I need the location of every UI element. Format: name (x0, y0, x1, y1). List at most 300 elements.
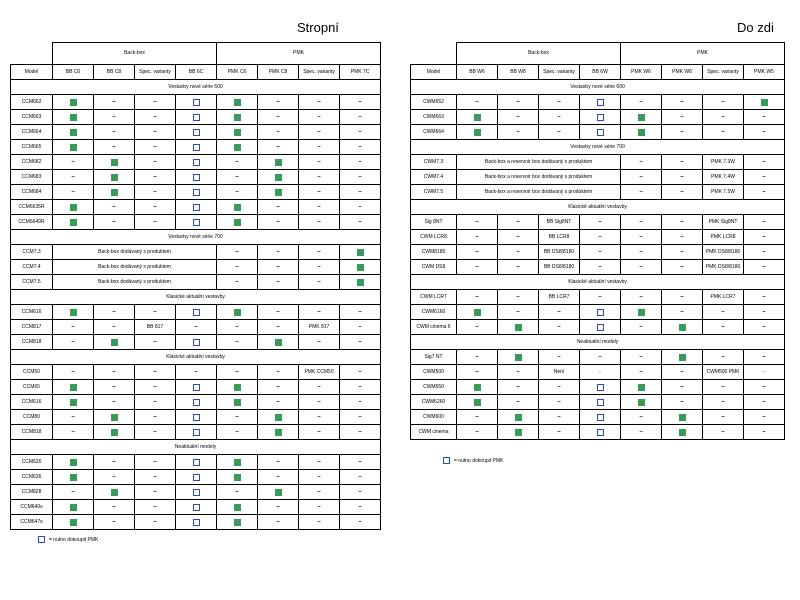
compat-cell (217, 365, 258, 380)
compat-cell (703, 320, 744, 335)
model-name: CWM LCR8 (411, 230, 457, 245)
dash-icon: – (762, 353, 766, 360)
compat-cell (53, 380, 94, 395)
dash-icon: – (112, 368, 116, 375)
dash-icon: – (516, 293, 520, 300)
dash-icon: – (762, 188, 766, 195)
dash-icon: – (153, 488, 157, 495)
dash-icon: – (276, 503, 280, 510)
compat-cell (744, 230, 785, 245)
filled-green-square-icon (70, 129, 77, 136)
compat-cell (621, 395, 662, 410)
section-row (11, 230, 381, 245)
table-row (11, 260, 381, 275)
dash-icon: – (762, 248, 766, 255)
compat-cell (662, 215, 703, 230)
compat-cell (53, 125, 94, 140)
model-name: CCM817 (11, 320, 53, 335)
compat-cell (662, 305, 703, 320)
compat-cell (580, 125, 621, 140)
compat-cell (176, 500, 217, 515)
compat-cell (662, 230, 703, 245)
model-name: CCM616 (11, 305, 53, 320)
compat-cell (258, 500, 299, 515)
compat-cell (176, 140, 217, 155)
supplied-note: Back-box dodávaný s produktem (53, 275, 217, 290)
model-name: CWM cinema 6 (411, 320, 457, 335)
compat-cell (703, 125, 744, 140)
outline-blue-square-icon (193, 519, 200, 526)
compat-cell (299, 200, 340, 215)
dash-icon: – (317, 263, 321, 270)
compat-cell (53, 185, 94, 200)
compat-cell (94, 170, 135, 185)
compat-cell (498, 290, 539, 305)
table-row (11, 380, 381, 395)
compat-cell (539, 215, 580, 230)
filled-green-square-icon (70, 204, 77, 211)
compat-cell (217, 245, 258, 260)
filled-green-square-icon (111, 429, 118, 436)
dash-icon: – (276, 518, 280, 525)
dash-icon: – (112, 458, 116, 465)
filled-green-square-icon (111, 189, 118, 196)
dash-icon: – (194, 368, 198, 375)
compat-cell (457, 365, 498, 380)
table-row (411, 350, 785, 365)
outline-blue-square-icon (193, 399, 200, 406)
compat-cell (217, 125, 258, 140)
dash-icon: – (153, 308, 157, 315)
dash-icon: – (317, 488, 321, 495)
dash-icon: – (317, 128, 321, 135)
filled-green-square-icon (357, 279, 364, 286)
outline-blue-square-icon (193, 504, 200, 511)
cell-text: PMK 7.4W (711, 173, 735, 180)
dash-icon: – (235, 368, 239, 375)
dash-icon: – (721, 353, 725, 360)
compat-cell (176, 365, 217, 380)
compat-cell (176, 185, 217, 200)
compat-cell (258, 125, 299, 140)
compat-cell (744, 365, 785, 380)
compat-cell (94, 125, 135, 140)
filled-green-square-icon (275, 339, 282, 346)
dash-icon: – (358, 308, 362, 315)
filled-green-square-icon (474, 114, 481, 121)
table-row (411, 155, 785, 170)
dash-icon: – (235, 338, 239, 345)
table-row (11, 305, 381, 320)
compat-cell (662, 170, 703, 185)
compat-cell (94, 470, 135, 485)
compat-cell (94, 335, 135, 350)
model-name: CCM80 (11, 410, 53, 425)
compat-cell (744, 170, 785, 185)
compat-cell (217, 395, 258, 410)
dash-icon: – (680, 263, 684, 270)
compat-cell (703, 215, 744, 230)
compat-cell (217, 110, 258, 125)
compat-cell (703, 110, 744, 125)
table-row (411, 170, 785, 185)
dash-icon: – (516, 368, 520, 375)
table-row (11, 395, 381, 410)
dash-icon: – (153, 173, 157, 180)
dash-icon: – (762, 428, 766, 435)
table-row (11, 425, 381, 440)
outline-blue-square-icon (193, 219, 200, 226)
column-header: BB C6 (53, 65, 94, 80)
outline-blue-square-icon (193, 189, 200, 196)
dash-icon: – (112, 143, 116, 150)
compat-cell (135, 335, 176, 350)
dash-icon: – (153, 413, 157, 420)
compat-cell (340, 275, 381, 290)
compat-cell (299, 320, 340, 335)
compat-cell (703, 380, 744, 395)
compat-cell (217, 185, 258, 200)
compat-cell (498, 245, 539, 260)
compat-cell (498, 215, 539, 230)
dash-icon: – (317, 203, 321, 210)
dash-icon: – (317, 413, 321, 420)
compat-cell (176, 335, 217, 350)
dash-icon: – (71, 428, 75, 435)
compat-cell (580, 380, 621, 395)
compat-cell (217, 320, 258, 335)
compat-cell (135, 365, 176, 380)
filled-green-square-icon (70, 474, 77, 481)
page-title-right: Do zdi (737, 20, 774, 35)
page-title-left: Stropní (297, 20, 339, 35)
section-label: Vestavby nové série 600 (11, 80, 381, 95)
model-name: CCM818 (11, 425, 53, 440)
legend-text: = nutno dokoupit PMK (49, 536, 99, 543)
dash-icon: – (276, 278, 280, 285)
filled-green-square-icon (234, 219, 241, 226)
compat-cell (299, 260, 340, 275)
dash-icon: – (112, 323, 116, 330)
model-name: CCM640s (11, 500, 53, 515)
dash-icon: – (598, 353, 602, 360)
dash-icon: – (358, 398, 362, 405)
dash-icon: – (317, 173, 321, 180)
table-row (11, 155, 381, 170)
dash-icon: – (762, 398, 766, 405)
compat-cell (217, 410, 258, 425)
compat-cell (340, 335, 381, 350)
compat-cell (539, 350, 580, 365)
dash-icon: – (762, 113, 766, 120)
compat-cell (621, 350, 662, 365)
compat-cell (621, 215, 662, 230)
dash-icon: – (639, 263, 643, 270)
dash-icon: – (112, 218, 116, 225)
model-name: CWM7.5 (411, 185, 457, 200)
compat-cell (94, 410, 135, 425)
compat-cell (94, 305, 135, 320)
compat-cell (744, 185, 785, 200)
filled-green-square-icon (111, 174, 118, 181)
compat-cell (135, 470, 176, 485)
dash-icon: – (276, 128, 280, 135)
column-header: PMK W5 (744, 65, 785, 80)
dash-icon: – (721, 383, 725, 390)
dash-icon: – (762, 173, 766, 180)
compat-cell (662, 125, 703, 140)
column-header: Model (11, 65, 53, 80)
column-header: BB W8 (498, 65, 539, 80)
compat-cell (258, 185, 299, 200)
compat-cell (217, 275, 258, 290)
model-name: CWM500 (411, 365, 457, 380)
compat-cell (135, 395, 176, 410)
model-name: CWM652 (411, 95, 457, 110)
compat-cell (703, 260, 744, 275)
model-name: CCM647s (11, 515, 53, 530)
section-label: Vestavby nové série 600 (411, 80, 785, 95)
table-row (411, 260, 785, 275)
compat-cell (258, 410, 299, 425)
compat-cell (580, 425, 621, 440)
dash-icon: – (71, 338, 75, 345)
dash-icon: – (153, 158, 157, 165)
compat-cell (176, 305, 217, 320)
compat-cell (135, 410, 176, 425)
compat-cell (580, 260, 621, 275)
compat-cell (498, 125, 539, 140)
dash-icon: – (762, 293, 766, 300)
compat-cell (258, 95, 299, 110)
table-row (411, 320, 785, 335)
compat-cell (299, 125, 340, 140)
group-backbox: Back-box (53, 43, 217, 65)
filled-green-square-icon (761, 99, 768, 106)
dash-icon: – (639, 158, 643, 165)
compat-cell (299, 395, 340, 410)
section-label: Klasické aktuální vestavby (11, 350, 381, 365)
compat-cell (621, 185, 662, 200)
dash-icon: – (557, 383, 561, 390)
dash-icon: – (276, 383, 280, 390)
compat-cell (662, 155, 703, 170)
dash-icon: – (762, 413, 766, 420)
dash-icon: – (276, 473, 280, 480)
section-label: Vestavby nové série 700 (11, 230, 381, 245)
compat-cell (621, 95, 662, 110)
outline-blue-square-icon (193, 144, 200, 151)
legend-text: = nutno dokoupit PMK (454, 457, 504, 464)
dash-icon: – (516, 308, 520, 315)
compat-cell (217, 140, 258, 155)
table-row (411, 410, 785, 425)
outline-blue-square-icon (193, 414, 200, 421)
filled-green-square-icon (234, 114, 241, 121)
section-label: Neaktuální modely (411, 335, 785, 350)
outline-blue-square-icon (193, 384, 200, 391)
dash-icon: – (358, 458, 362, 465)
filled-green-square-icon (70, 504, 77, 511)
section-row (11, 350, 381, 365)
compat-cell (299, 455, 340, 470)
table-row (11, 365, 381, 380)
compat-cell (217, 95, 258, 110)
compat-cell (703, 95, 744, 110)
compat-cell (340, 500, 381, 515)
dash-icon: – (71, 173, 75, 180)
dash-icon: – (317, 218, 321, 225)
compat-cell (744, 215, 785, 230)
dash-icon: – (153, 368, 157, 375)
dash-icon: – (516, 248, 520, 255)
dash-icon: – (680, 158, 684, 165)
compat-cell (744, 290, 785, 305)
compat-cell (662, 260, 703, 275)
compat-cell (744, 380, 785, 395)
compat-cell (340, 380, 381, 395)
compat-cell (94, 320, 135, 335)
filled-green-square-icon (111, 159, 118, 166)
cell-text: BB LCR8 (548, 233, 570, 240)
cell-text: PMK 7.3W (711, 158, 735, 165)
compat-cell (53, 155, 94, 170)
dash-icon: – (475, 233, 479, 240)
compat-cell (299, 170, 340, 185)
filled-green-square-icon (638, 384, 645, 391)
dash-icon: – (475, 353, 479, 360)
dash-icon: – (317, 338, 321, 345)
outline-blue-square-icon (193, 174, 200, 181)
outline-blue-square-icon (597, 99, 604, 106)
compat-cell (135, 110, 176, 125)
table-row (411, 110, 785, 125)
dash-icon: – (71, 488, 75, 495)
dash-icon: – (153, 188, 157, 195)
section-label: Klasické aktuální vestavby (11, 290, 381, 305)
compat-cell (258, 215, 299, 230)
cell-text: PMK 7.5W (711, 188, 735, 195)
compat-cell (135, 485, 176, 500)
dash-icon: – (153, 428, 157, 435)
dash-icon: – (762, 218, 766, 225)
dash-icon: – (475, 218, 479, 225)
compat-cell (53, 140, 94, 155)
filled-green-square-icon (638, 129, 645, 136)
compat-cell (94, 155, 135, 170)
compat-cell (498, 95, 539, 110)
compat-cell (457, 380, 498, 395)
section-row (411, 80, 785, 95)
cell-text: PMK DS8/8180 (705, 248, 741, 255)
cell-text: BB DS8/8180 (543, 248, 575, 255)
compat-cell (94, 215, 135, 230)
dash-icon: – (153, 338, 157, 345)
filled-green-square-icon (70, 384, 77, 391)
compat-cell (662, 185, 703, 200)
filled-green-square-icon (638, 114, 645, 121)
dash-icon: – (475, 428, 479, 435)
compat-cell (340, 365, 381, 380)
dash-icon: – (475, 323, 479, 330)
dash-icon: – (276, 218, 280, 225)
dash-icon: – (317, 113, 321, 120)
table-row (411, 230, 785, 245)
table-row (11, 515, 381, 530)
table-row (11, 125, 381, 140)
compat-cell (539, 395, 580, 410)
filled-green-square-icon (515, 429, 522, 436)
compat-cell (94, 500, 135, 515)
compat-cell (299, 380, 340, 395)
dash-icon: – (762, 323, 766, 330)
dash-icon: – (680, 98, 684, 105)
model-name: CWM LCR7 (411, 290, 457, 305)
compat-cell (580, 395, 621, 410)
compat-cell (258, 110, 299, 125)
dash-icon: – (358, 383, 362, 390)
dash-icon: – (112, 308, 116, 315)
compat-cell (258, 170, 299, 185)
compat-cell (217, 200, 258, 215)
compat-cell (94, 140, 135, 155)
dash-icon: – (358, 158, 362, 165)
outline-blue-square-icon (193, 339, 200, 346)
filled-green-square-icon (234, 309, 241, 316)
compat-cell (258, 140, 299, 155)
dash-icon: – (762, 128, 766, 135)
compat-cell (621, 170, 662, 185)
dash-icon: – (680, 128, 684, 135)
filled-green-square-icon (474, 309, 481, 316)
column-header: BB 6W (580, 65, 621, 80)
dash-icon: – (721, 428, 725, 435)
compat-cell (340, 305, 381, 320)
cell-text: PMK LCR7 (710, 293, 736, 300)
dash-icon: – (276, 323, 280, 330)
dash-icon: – (112, 473, 116, 480)
compat-cell (457, 305, 498, 320)
compat-cell (53, 95, 94, 110)
compat-cell (621, 230, 662, 245)
model-name: CWM DS8 (411, 260, 457, 275)
compat-cell (258, 365, 299, 380)
compat-cell (340, 515, 381, 530)
filled-green-square-icon (70, 144, 77, 151)
dash-icon: – (153, 503, 157, 510)
table-row (411, 215, 785, 230)
compat-cell (703, 230, 744, 245)
compat-cell (258, 485, 299, 500)
compat-cell (457, 395, 498, 410)
dash-icon: – (317, 308, 321, 315)
compat-cell (53, 335, 94, 350)
cell-text: BB 817 (146, 323, 164, 330)
model-name: CCM6635R (11, 200, 53, 215)
model-name: CCM636 (11, 470, 53, 485)
compat-cell (135, 455, 176, 470)
dash-icon: – (475, 368, 479, 375)
dash-icon: – (235, 173, 239, 180)
filled-green-square-icon (70, 309, 77, 316)
compat-cell (621, 320, 662, 335)
dash-icon: – (358, 473, 362, 480)
compat-cell (539, 110, 580, 125)
compat-cell (299, 470, 340, 485)
compat-cell (621, 410, 662, 425)
dash-icon: – (721, 128, 725, 135)
outline-blue-square-icon (193, 99, 200, 106)
